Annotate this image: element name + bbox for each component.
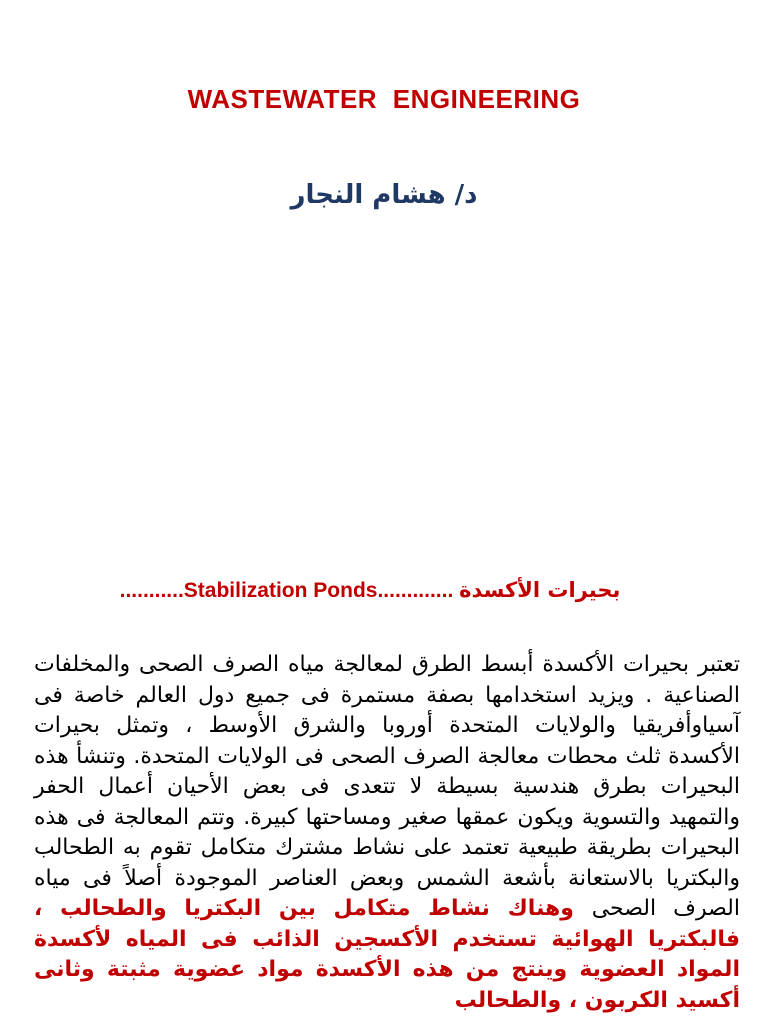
body-text-highlight: وهناك نشاط متكامل بين البكتريا والطحالب ، فالبكتريا الهوائية تستخدم الأكسجين الذائب فى المياه لأكسدة المواد العضوية وينتج من هذه الأكسدة مواد عضوية مثبتة وثانى أكسيد الكربون ، والطحالب (34, 896, 740, 1013)
author-name: د/ هشام النجار (290, 180, 478, 210)
document-title: WASTEWATER ENGINEERING (187, 84, 581, 114)
section-heading-arabic: بحيرات الأكسدة (459, 578, 621, 602)
section-heading (40, 578, 700, 603)
body-text-normal: تعتبر بحيرات الأكسدة أبسط الطرق لمعالجة مياه الصرف الصحى والمخلفات الصناعية . ويزيد استخدامها بصفة مستمرة فى جميع دول العالم خاصة فى آسياوأفريقيا والولايات المتحدة أوروبا والشرق الأوسط ، وتمثل بحيرات الأكسدة ثلث محطات معالجة الصرف الصحى فى الولايات المتحدة. وتنشأ هذه البحيرات بطرق هندسية بسيطة لا تتعدى فى بعض الأحيان أعمال الحفر والتمهيد والتسوية ويكون عمقها صغير ومساحتها كبيرة. وتتم المعالجة فى هذه البحيرات بطريقة طبيعية تعتمد على نشاط مشترك متكامل تقوم به الطحالب والبكتريا بالاستعانة بأشعة الشمس وبعض العناصر الموجودة أصلاً فى مياه الصرف الصحى (34, 652, 740, 921)
body-paragraph (34, 650, 740, 1016)
section-heading-english: ...........Stabilization Ponds............. (119, 579, 454, 602)
